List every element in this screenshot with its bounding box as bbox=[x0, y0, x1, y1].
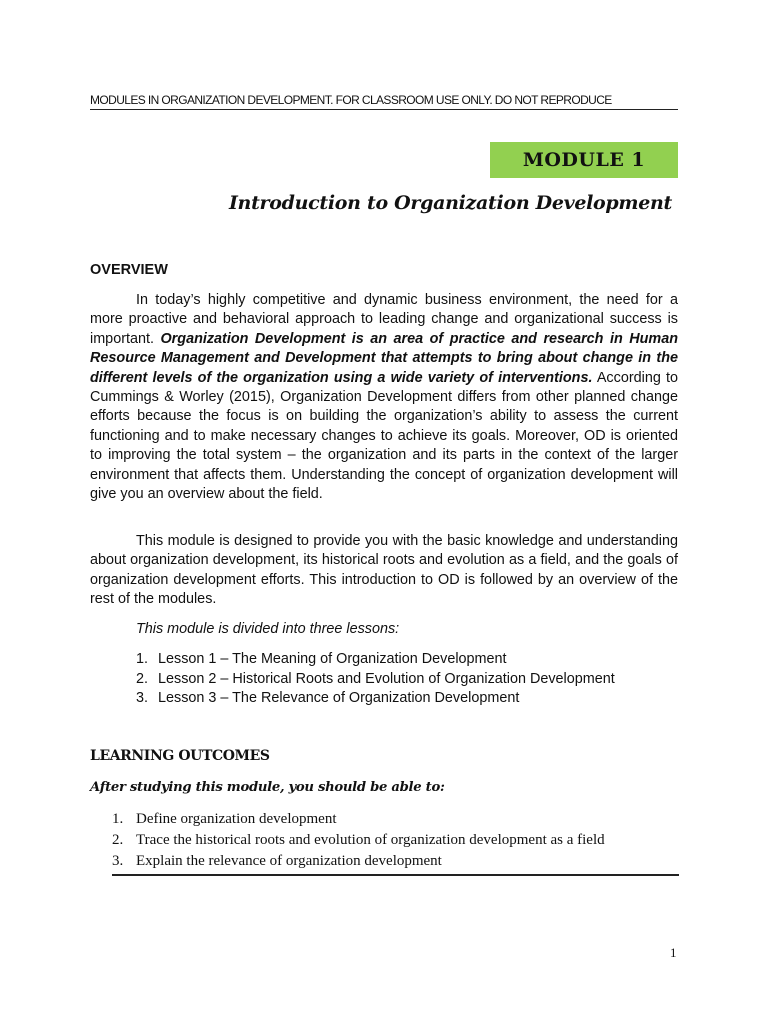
od-definition-emphasis: Organization Development is an area of practice and research in Human Resource Management and Development that attempts to bring about change in the different levels of the organization using a wide variety of interventions. bbox=[90, 330, 678, 386]
list-item bbox=[112, 830, 679, 851]
module-label: MODULE 1 bbox=[490, 142, 678, 178]
overview-paragraph-1-lead: In today’s highly competitive and dynamic business environment, the need for a more proactive and behavioral approach to leading change and organizational success is important. bbox=[90, 292, 678, 347]
list-item bbox=[112, 851, 679, 872]
outcome-text: Explain the relevance of organization development bbox=[136, 853, 442, 869]
outcome-list bbox=[112, 809, 679, 876]
list-number: 3. bbox=[136, 690, 149, 706]
list-number: 2. bbox=[136, 670, 149, 687]
lesson-title: Lesson 1 – The Meaning of Organization Development bbox=[158, 651, 507, 667]
lesson-title: Lesson 2 – Historical Roots and Evolution of Organization Development bbox=[158, 670, 615, 687]
learning-outcomes-subheading: After studying this module, you should be able to: bbox=[90, 780, 445, 795]
learning-outcomes-heading: LEARNING OUTCOMES bbox=[90, 748, 270, 764]
list-item bbox=[112, 809, 679, 830]
module-title: Introduction to Organization Development bbox=[228, 192, 672, 214]
list-number: 2. bbox=[112, 832, 124, 848]
lessons-intro: This module is divided into three lessons: bbox=[136, 621, 400, 637]
outcome-text: Define organization development bbox=[136, 811, 337, 827]
overview-paragraph-1-rest: According to Cummings & Worley (2015), Organization Development differs from other planned change efforts because the focus is on building the organization’s ability to assess the current functioning and to make necessary changes to achieve its goals. Moreover, OD is oriented to improving the total system – the organization and its parts in the context of the larger environment that affects them. Understanding the concept of organization development will give you an overview about the field. bbox=[90, 369, 678, 503]
overview-paragraph-1 bbox=[90, 291, 678, 504]
overview-paragraph-2: This module is designed to provide you with the basic knowledge and understanding about organization development, its historical roots and evolution as a field, and the goals of organization development efforts. This introduction to OD is followed by an overview of the rest of the modules. bbox=[90, 533, 678, 608]
lesson-list bbox=[136, 650, 615, 709]
page-number: 1 bbox=[670, 945, 677, 960]
list-item bbox=[136, 689, 615, 709]
list-number: 3. bbox=[112, 853, 124, 869]
list-number: 1. bbox=[112, 811, 124, 827]
lesson-title: Lesson 3 – The Relevance of Organization Development bbox=[158, 690, 520, 706]
running-header: MODULES IN ORGANIZATION DEVELOPMENT. FOR CLASSROOM USE ONLY. DO NOT REPRODUCE bbox=[90, 93, 678, 110]
outcome-text: Trace the historical roots and evolution of organization development as a field bbox=[136, 832, 605, 848]
list-item bbox=[136, 650, 615, 670]
list-item bbox=[136, 670, 615, 690]
overview-heading: OVERVIEW bbox=[90, 262, 168, 278]
list-number: 1. bbox=[136, 651, 149, 667]
